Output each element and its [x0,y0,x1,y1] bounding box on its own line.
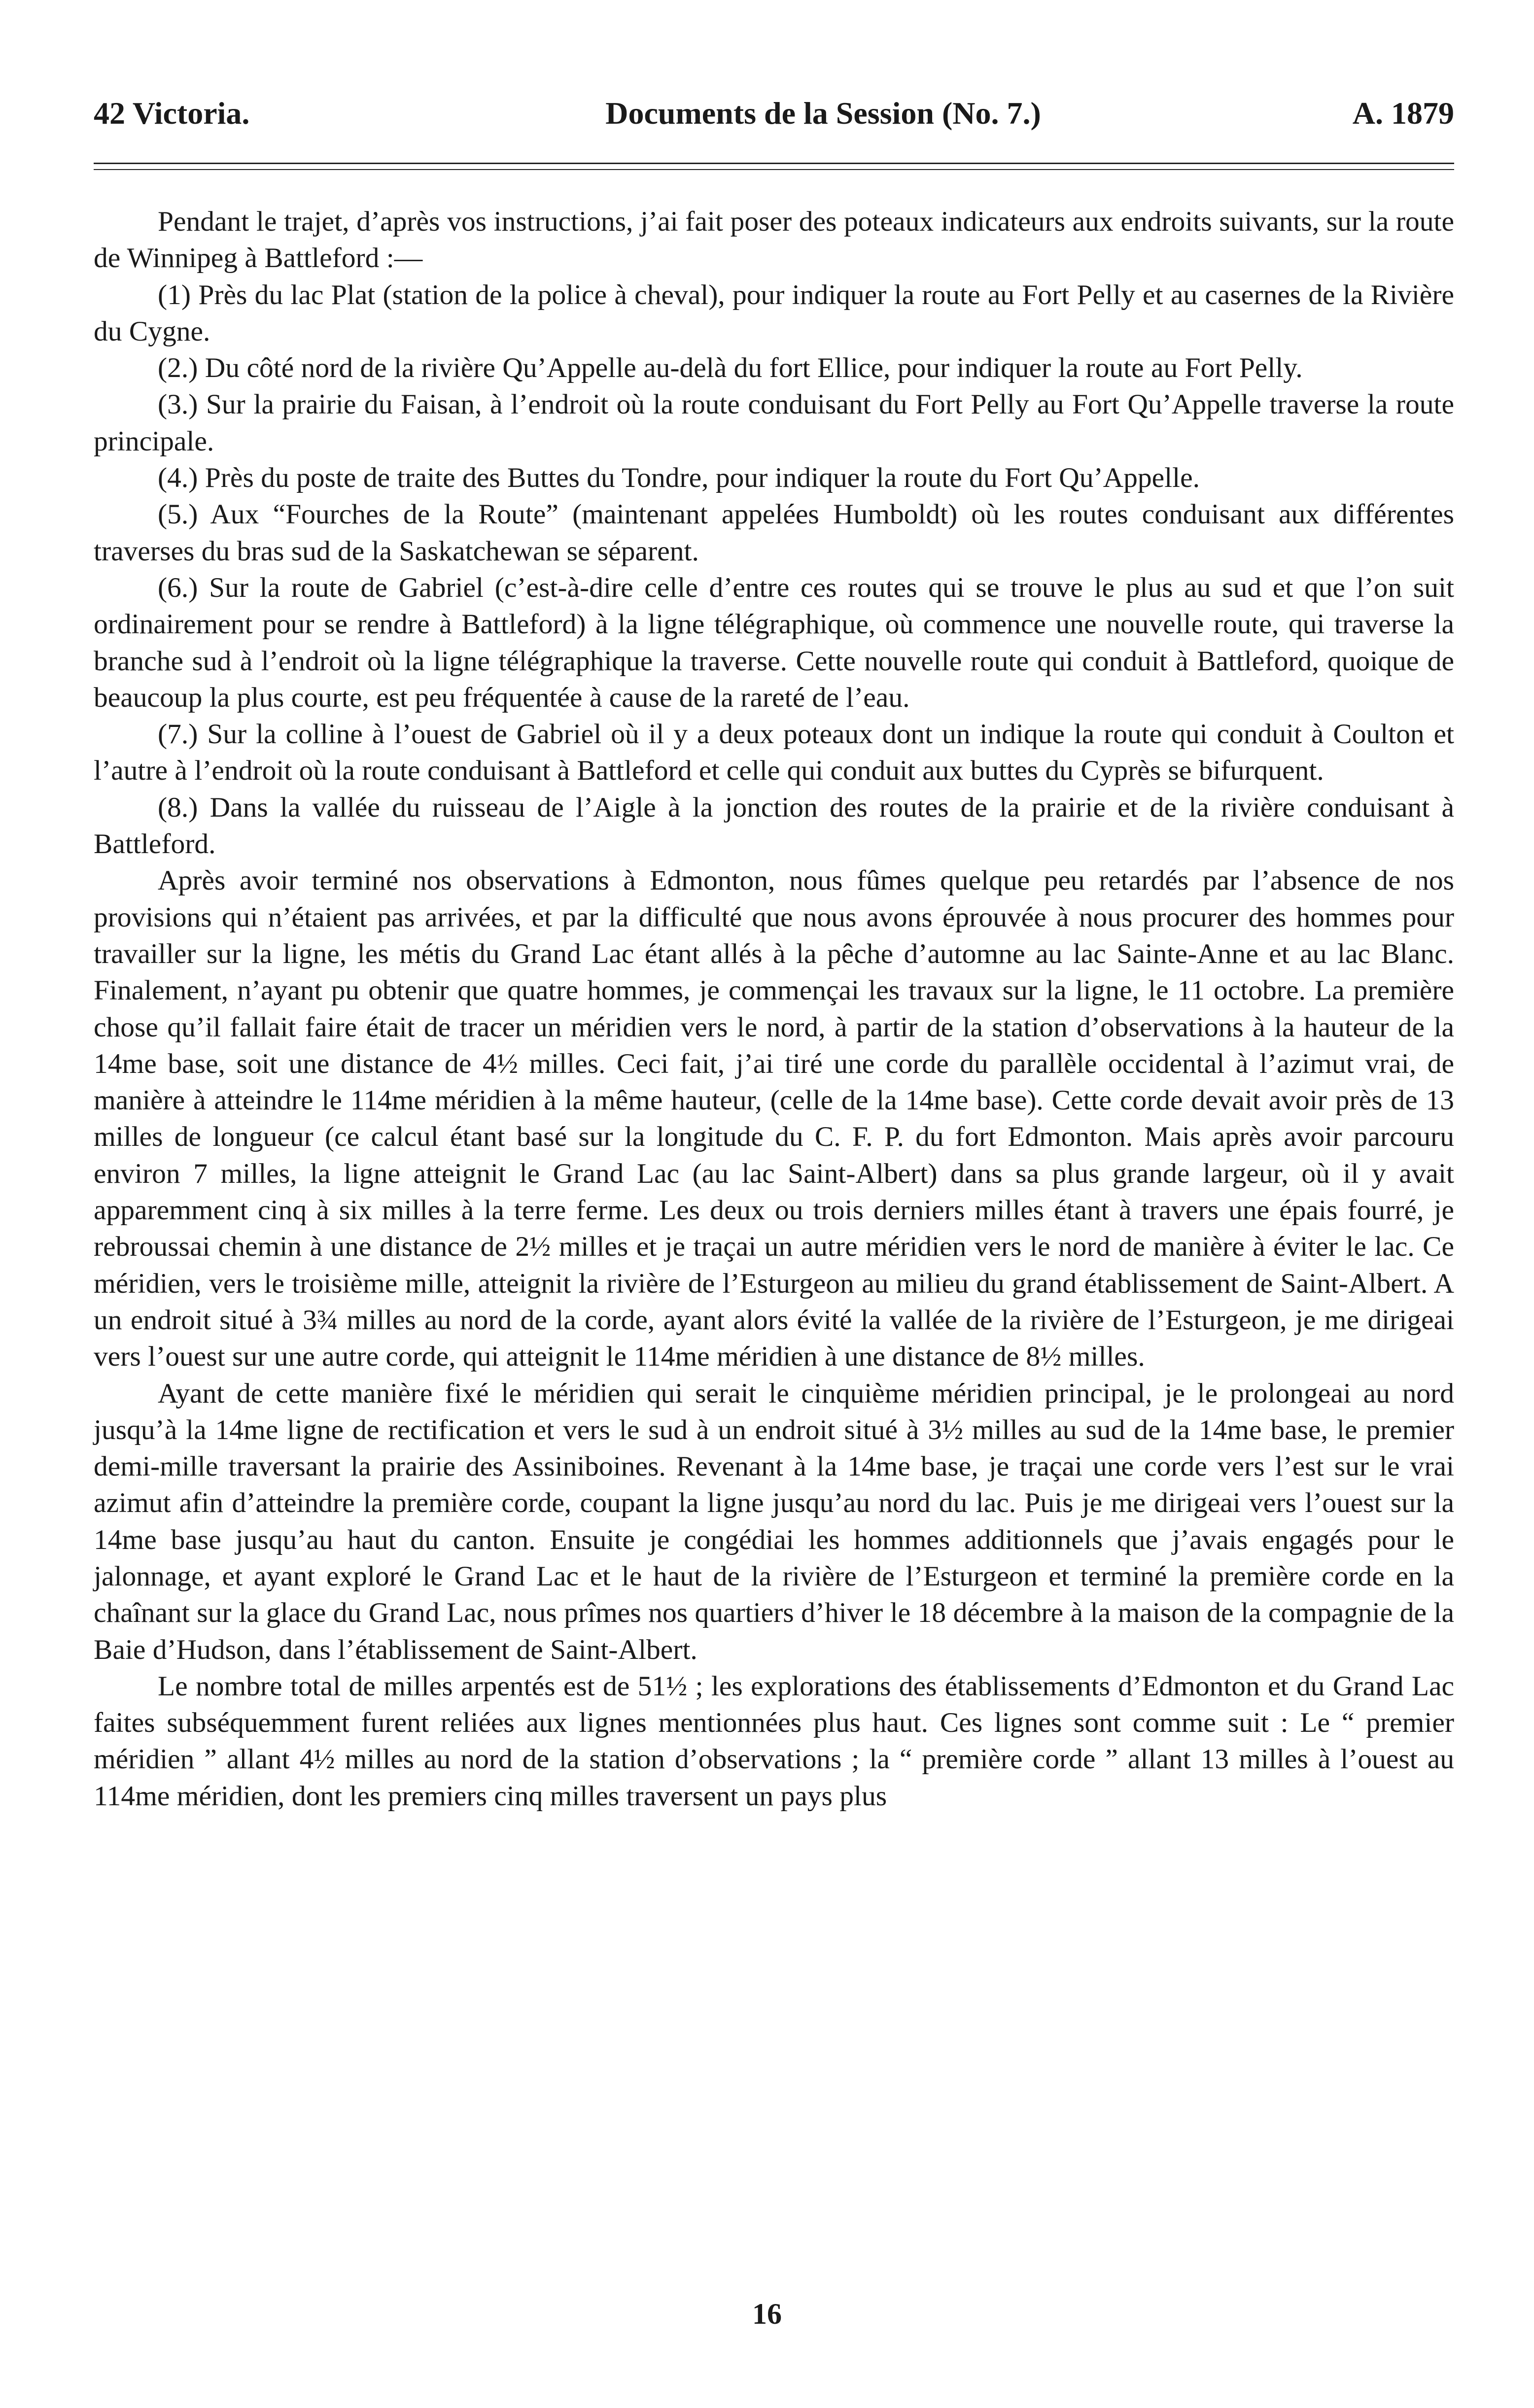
paragraph: Le nombre total de milles arpentés est de 51½ ; les explorations des établissements d’Edmonton et du Grand Lac faites subséquemment furent reliées aux lignes mentionnées plus haut. Ces lignes sont comme suit : Le “ premier méridien ” allant 4½ milles au nord de la station d’observations ; la “ première corde ” allant 13 milles à l’ouest au 114me méridien, dont les premiers cinq milles traversent un pays plus [94,1670,1454,1812]
paragraph: Pendant le trajet, d’après vos instructions, j’ai fait poser des poteaux indicateurs aux endroits suivants, sur la route de Winnipeg à Battleford :— [94,206,1454,274]
paragraph: Après avoir terminé nos observations à Edmonton, nous fûmes quelque peu retardés par l’absence de nos provisions qui n’étaient pas arrivées, et par la difficulté que nous avons éprouvée à nous procurer des hommes pour travailler sur la ligne, les métis du Grand Lac étant allés à la pêche d’automne au lac Sainte-Anne et au lac Blanc. Finalement, n’ayant pu obtenir que quatre hommes, je commençai les travaux sur la ligne, le 11 octobre. La première chose qu’il fallait faire était de tracer un méridien vers le nord, à partir de la station d’observations à la hauteur de la 14me base, soit une distance de 4½ milles. Ceci fait, j’ai tiré une corde du parallèle occidental à l’azimut vrai, de manière à atteindre le 114me méridien à la même hauteur, (celle de la 14me base). Cette corde devait avoir près de 13 milles de longueur (ce calcul étant basé sur la longitude du C. F. P. du fort Edmonton. Mais après avoir parcouru environ 7 milles, la ligne atteignit le Grand Lac (au lac Saint-Albert) dans sa plus grande largeur, où il y avait apparemment cinq à six milles à la terre ferme. Les deux ou trois derniers milles étant à travers une épais fourré, je rebroussai chemin à une distance de 2½ milles et je traçai un autre méridien vers le nord de manière à éviter le lac. Ce méridien, vers le troisième mille, atteignit la rivière de l’Esturgeon au milieu du grand établissement de Saint-Albert. A un endroit situé à 3¾ milles au nord de la corde, ayant alors évité la vallée de la rivière de l’Esturgeon, je me dirigeai vers l’ouest sur une autre corde, qui atteignit le 114me méridien à une distance de 8½ milles. [94,865,1454,1373]
header-volume: 42 Victoria. [94,96,250,131]
header-title: Documents de la Session (No. 7.) [605,96,1041,131]
document-page [94,94,1454,1815]
paragraph: (1) Près du lac Plat (station de la police à cheval), pour indiquer la route au Fort Pelly et au casernes de la Rivière du Cygne. [94,279,1454,347]
paragraph: (8.) Dans la vallée du ruisseau de l’Aigle à la jonction des routes de la prairie et de la rivière conduisant à Battleford. [94,791,1454,860]
paragraph: (4.) Près du poste de traite des Buttes du Tondre, pour indiquer la route du Fort Qu’Appelle. [158,462,1200,494]
paragraph: (7.) Sur la colline à l’ouest de Gabriel où il y a deux poteaux dont un indique la route qui conduit à Coulton et l’autre à l’endroit où la route conduisant à Battleford et celle qui conduit aux buttes du Cyprès se bifurquent. [94,719,1454,787]
header-year: A. 1879 [1352,96,1454,131]
running-header [94,94,1454,133]
paragraph: Ayant de cette manière fixé le méridien qui serait le cinquième méridien principal, je le prolongeai au nord jusqu’à la 14me ligne de rectification et vers le sud à un endroit situé à 3½ milles au sud de la 14me base, le premier demi-mille traversant la prairie des Assiniboines. Revenant à la 14me base, je traçai une corde vers l’est sur le vrai azimut afin d’atteindre la première corde, coupant la ligne jusqu’au nord du lac. Puis je me dirigeai vers l’ouest sur la 14me base jusqu’au haut du canton. Ensuite je congédiai les hommes additionnels que j’avais engagés pour le jalonnage, et ayant exploré le Grand Lac et le haut de la rivière de l’Esturgeon et terminé la première corde en la chaînant sur la glace du Grand Lac, nous prîmes nos quartiers d’hiver le 18 décembre à la maison de la compagnie de la Baie d’Hudson, dans l’établissement de Saint-Albert. [94,1377,1454,1665]
paragraph: (5.) Aux “Fourches de la Route” (maintenant appelées Humboldt) où les routes conduisant aux différentes traverses du bras sud de la Saskatchewan se séparent. [94,499,1454,567]
paragraph: (2.) Du côté nord de la rivière Qu’Appelle au-delà du fort Ellice, pour indiquer la route au Fort Pelly. [158,352,1303,384]
header-rule [94,163,1454,170]
body-text [94,204,1454,1815]
paragraph: (6.) Sur la route de Gabriel (c’est-à-dire celle d’entre ces routes qui se trouve le plus au sud et que l’on suit ordinairement pour se rendre à Battleford) à la ligne télégraphique, où commence une nouvelle route, qui traverse la branche sud à l’endroit où la ligne télégraphique la traverse. Cette nouvelle route qui conduit à Battleford, quoique de beaucoup la plus courte, est peu fréquentée à cause de la rareté de l’eau. [94,572,1454,713]
page-number: 16 [752,2298,782,2330]
paragraph: (3.) Sur la prairie du Faisan, à l’endroit où la route conduisant du Fort Pelly au Fort Qu’Appelle traverse la route principale. [94,389,1454,457]
